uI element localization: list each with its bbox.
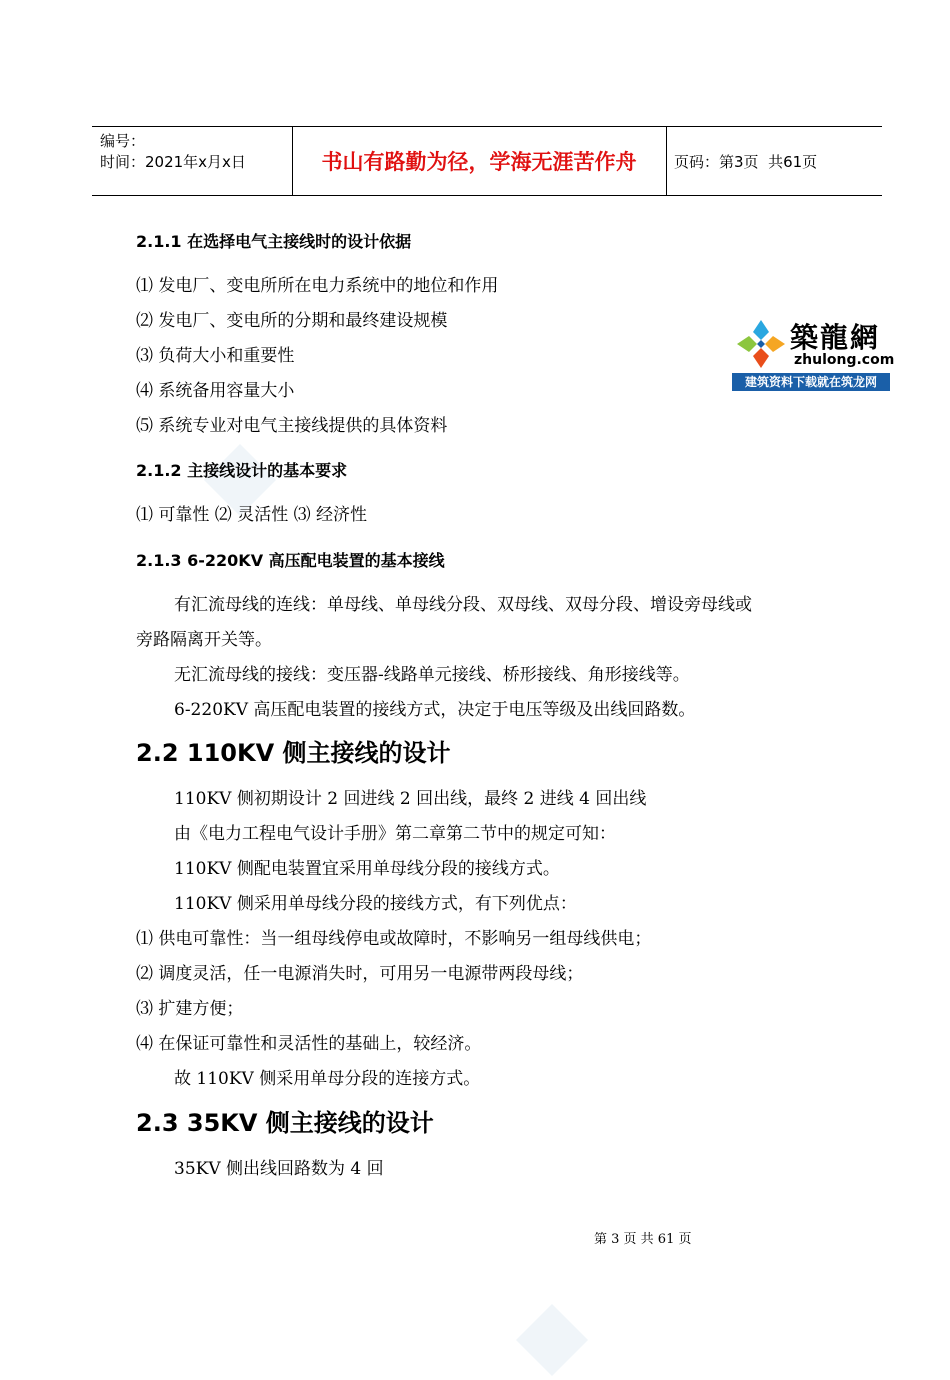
logo-name: 築龍網	[790, 321, 881, 354]
document-header	[92, 126, 882, 196]
header-page-info: 页码：第3页 共61页	[674, 152, 818, 171]
list-item: ⑸ 系统专业对电气主接线提供的具体资料	[136, 416, 448, 436]
zhulong-watermark-icon	[512, 1300, 592, 1380]
list-item: ⑴ 发电厂、变电所所在电力系统中的地位和作用	[136, 276, 499, 296]
list-item: ⑵ 发电厂、变电所的分期和最终建设规模	[136, 311, 448, 331]
paragraph: 110KV 侧配电装置宜采用单母线分段的接线方式。	[174, 859, 560, 879]
logo-slogan: 建筑资料下载就在筑龙网	[732, 373, 890, 391]
logo-domain: zhulong.com	[794, 352, 895, 368]
requirements-line: ⑴ 可靠性 ⑵ 灵活性 ⑶ 经济性	[136, 505, 368, 525]
paragraph: 由《电力工程电气设计手册》第二章第二节中的规定可知：	[174, 824, 616, 844]
code-label: 编号：	[100, 132, 146, 150]
paragraph: 110KV 侧初期设计 2 回进线 2 回出线，最终 2 进线 4 回出线	[174, 789, 647, 809]
section-2-1-2-title: 2.1.2 主接线设计的基本要求	[136, 461, 348, 480]
page-footer: 第 3 页 共 61 页	[594, 1232, 692, 1247]
list-item: ⑶ 扩建方便；	[136, 999, 244, 1019]
time-label: 时间：2021年x月x日	[100, 153, 246, 171]
list-item: ⑵ 调度灵活，任一电源消失时，可用另一电源带两段母线；	[136, 964, 584, 984]
paragraph: 110KV 侧采用单母线分段的接线方式，有下列优点：	[174, 894, 577, 914]
list-item: ⑷ 在保证可靠性和灵活性的基础上，较经济。	[136, 1034, 482, 1054]
paragraph: 故 110KV 侧采用单母分段的连接方式。	[174, 1069, 481, 1089]
paragraph: 有汇流母线的连线：单母线、单母线分段、双母线、双母分段、增设旁母线或	[174, 595, 752, 615]
section-2-1-3-title: 2.1.3 6-220KV 高压配电装置的基本接线	[136, 551, 445, 570]
paragraph: 6-220KV 高压配电装置的接线方式，决定于电压等级及出线回路数。	[174, 700, 696, 720]
paragraph: 35KV 侧出线回路数为 4 回	[174, 1159, 384, 1179]
paragraph: 无汇流母线的接线：变压器-线路单元接线、桥形接线、角形接线等。	[174, 665, 690, 685]
zhulong-logo	[732, 314, 895, 392]
header-motto: 书山有路勤为径，学海无涯苦作舟	[321, 150, 637, 174]
paragraph: 旁路隔离开关等。	[136, 630, 272, 650]
header-meta	[100, 131, 246, 173]
list-item: ⑷ 系统备用容量大小	[136, 381, 295, 401]
header-divider	[666, 127, 667, 195]
list-item: ⑶ 负荷大小和重要性	[136, 346, 295, 366]
list-item: ⑴ 供电可靠性：当一组母线停电或故障时，不影响另一组母线供电；	[136, 929, 652, 949]
section-2-3-title: 2.3 35KV 侧主接线的设计	[136, 1109, 434, 1137]
section-2-1-1-title: 2.1.1 在选择电气主接线时的设计依据	[136, 232, 412, 251]
section-2-2-title: 2.2 110KV 侧主接线的设计	[136, 739, 451, 767]
zhulong-logo-icon	[735, 318, 787, 370]
